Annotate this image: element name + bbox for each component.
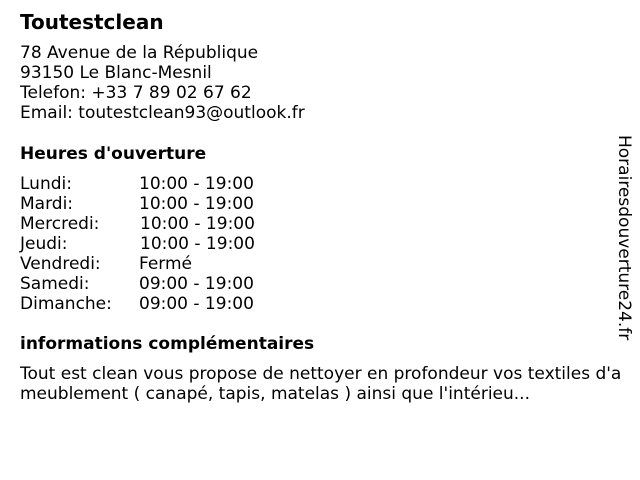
hours-time: 09:00 - 19:00 — [139, 274, 254, 294]
hours-row-wednesday — [20, 214, 320, 234]
hours-time: 10:00 - 19:00 — [139, 194, 254, 214]
hours-time: 10:00 - 19:00 — [140, 234, 255, 254]
hours-row-saturday — [20, 274, 320, 294]
hours-day: Vendredi: — [20, 254, 101, 274]
address-city: 93150 Le Blanc-Mesnil — [20, 63, 212, 83]
hours-row-thursday — [20, 234, 320, 254]
opening-hours-heading: Heures d'ouverture — [20, 144, 207, 164]
address-street: 78 Avenue de la République — [20, 43, 259, 63]
additional-info-heading: informations complémentaires — [20, 334, 315, 354]
hours-day: Jeudi: — [20, 234, 68, 254]
contact-block — [20, 43, 305, 123]
hours-day: Dimanche: — [20, 294, 112, 314]
email-address[interactable]: Email: toutestclean93@outlook.fr — [20, 103, 305, 123]
hours-day: Mercredi: — [20, 214, 100, 234]
hours-time: 10:00 - 19:00 — [139, 174, 254, 194]
business-name: Toutestclean — [20, 10, 164, 34]
hours-time: 09:00 - 19:00 — [139, 294, 254, 314]
hours-time: Fermé — [139, 254, 193, 274]
hours-time: 10:00 - 19:00 — [140, 214, 255, 234]
hours-row-monday — [20, 174, 320, 194]
site-watermark: Horairesdouverture24.fr — [614, 135, 634, 341]
hours-day: Mardi: — [20, 194, 74, 214]
business-description: Tout est clean vous propose de nettoyer en profondeur vos textiles d'ameublement ( canapé, tapis, matelas ) ainsi que l'intérieu... — [20, 364, 622, 404]
phone-number[interactable]: Telefon: +33 7 89 02 67 62 — [20, 83, 252, 103]
hours-day: Samedi: — [20, 274, 90, 294]
hours-row-sunday — [20, 294, 320, 314]
hours-day: Lundi: — [20, 174, 72, 194]
hours-row-tuesday — [20, 194, 320, 214]
hours-row-friday — [20, 254, 320, 274]
opening-hours-table — [20, 174, 320, 314]
